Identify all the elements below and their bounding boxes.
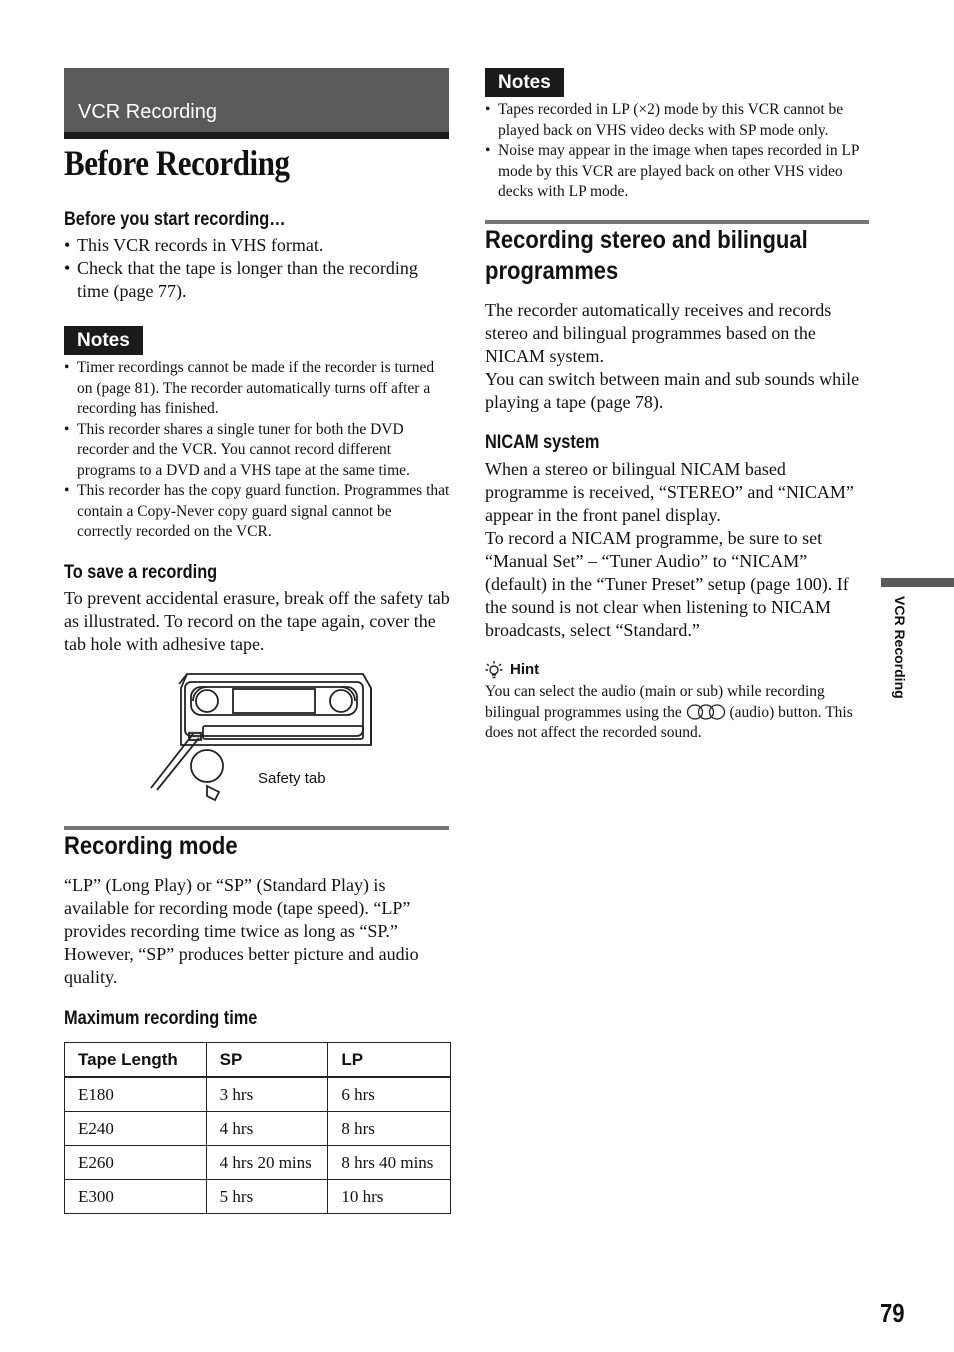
hint-text: (audio) button. This does not affect the recorded sound. [485,703,853,741]
hint-label: Hint [510,661,540,678]
stereo-body [485,299,871,414]
note-item: • This recorder shares a single tuner for both the DVD recorder and the VCR. You cannot record different programs to a DVD and a VHS tape at the same time. [64,420,450,482]
recording-mode-heading: Recording mode [64,832,238,860]
paragraph: To record a NICAM programme, be sure to set “Manual Set” – “Tuner Audio” to “NICAM” (default) in the “Tuner Preset” setup (page 100). If the sound is not clear when listening to NICAM broadcasts, select “Standard.” [485,528,849,640]
safety-tab-label: Safety tab [258,770,326,787]
table-cell: 8 hrs 40 mins [328,1146,451,1180]
table-cell: 6 hrs [328,1077,451,1112]
page-title: Before Recording [64,143,290,183]
side-tab-text: VCR Recording [892,596,908,699]
recording-time-table [64,1042,451,1214]
audio-button-icon [686,704,726,720]
nicam-heading: NICAM system [485,432,600,453]
vhs-cassette-icon [145,668,380,808]
notes-list [64,358,450,543]
note-item: • Timer recordings cannot be made if the recorder is turned on (page 81). The recorder automatically turns off after a recording has finished. [64,358,450,420]
table-cell: E260 [65,1146,207,1180]
side-tab [881,578,954,587]
side-tab-label [892,596,912,716]
stereo-heading: Recording stereo and bilingual programmes [485,226,808,285]
table-row [65,1077,451,1112]
table-row [65,1112,451,1146]
table-cell: E180 [65,1077,207,1112]
notes-list [485,100,869,203]
table-cell: 8 hrs [328,1112,451,1146]
note-item: • This recorder has the copy guard function. Programmes that contain a Copy-Never copy guard signal cannot be correctly recorded on the VCR. [64,481,450,543]
section-banner-label: VCR Recording [78,101,217,123]
table-row [65,1146,451,1180]
table-header: LP [328,1043,451,1078]
table-cell: 4 hrs 20 mins [206,1146,328,1180]
max-time-heading: Maximum recording time [64,1008,258,1029]
recording-mode-body: “LP” (Long Play) or “SP” (Standard Play) is available for recording mode (tape speed). “LP” provides recording time twice as long as “SP.” However, “SP” produces better picture and audio quality. [64,875,419,987]
table-cell: 10 hrs [328,1180,451,1214]
paragraph: The recorder automatically receives and records stereo and bilingual programmes based on the NICAM system. [485,300,832,366]
section-rule [64,826,449,830]
page-number: 79 [880,1298,905,1328]
list-item: • This VCR records in VHS format. [64,234,454,257]
lightbulb-icon [485,660,503,680]
section-banner [64,68,449,132]
save-recording-body: To prevent accidental erasure, break off the safety tab as illustrated. To record on the tape again, cover the tab hole with adhesive tape. [64,588,450,654]
hint-text: You can select the audio (main or sub) while recording bilingual programmes using the [485,683,825,721]
table-cell: E300 [65,1180,207,1214]
section-rule [485,220,869,224]
before-start-heading: Before you start recording… [64,209,286,230]
nicam-body [485,458,873,642]
note-item: • Tapes recorded in LP (×2) mode by this VCR cannot be played back on VHS video decks with SP mode only. [485,100,869,141]
table-header: Tape Length [65,1043,207,1078]
list-item: • Check that the tape is longer than the recording time (page 77). [64,257,454,303]
notes-badge: Notes [64,326,143,355]
before-start-list [64,234,454,303]
hint-body [485,682,869,744]
notes-badge: Notes [485,68,564,97]
table-cell: 3 hrs [206,1077,328,1112]
table-cell: 5 hrs [206,1180,328,1214]
paragraph: When a stereo or bilingual NICAM based programme is received, “STEREO” and “NICAM” appear in the front panel display. [485,459,854,525]
paragraph: You can switch between main and sub sounds while playing a tape (page 78). [485,369,860,412]
save-recording-heading: To save a recording [64,562,218,583]
table-row [65,1180,451,1214]
table-header: SP [206,1043,328,1078]
table-cell: 4 hrs [206,1112,328,1146]
table-header-row [65,1043,451,1078]
banner-rule [64,132,449,139]
table-cell: E240 [65,1112,207,1146]
note-item: • Noise may appear in the image when tapes recorded in LP mode by this VCR are played back on other VHS video decks with LP mode. [485,141,869,203]
